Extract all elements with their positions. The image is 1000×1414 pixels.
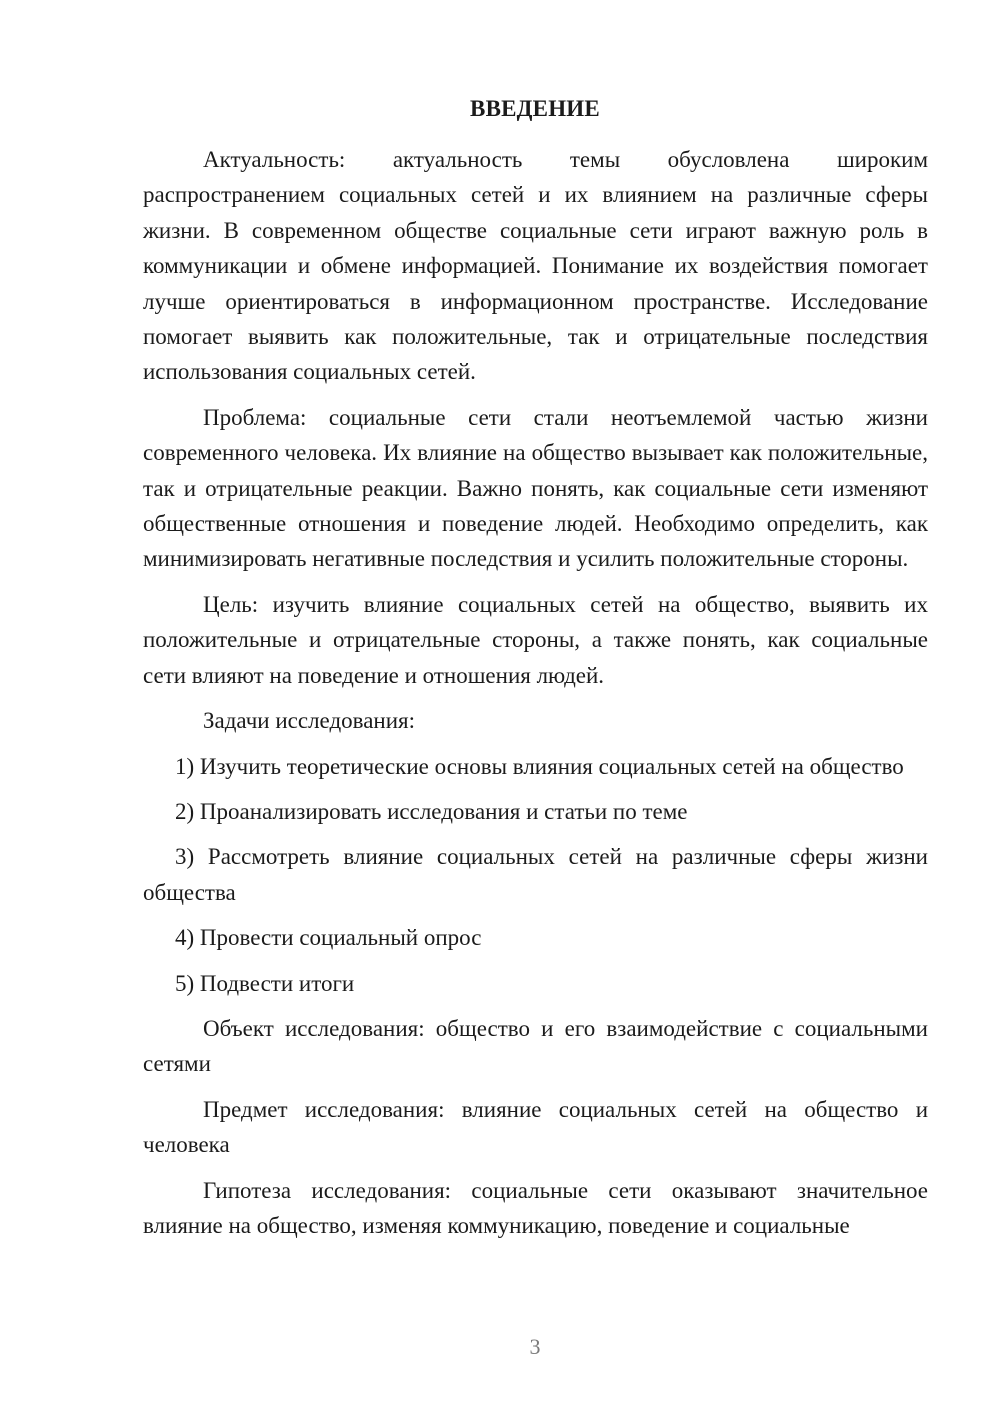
tasks-heading: Задачи исследования:	[203, 708, 416, 734]
page-number: 3	[529, 1334, 541, 1359]
task-item: 3) Рассмотреть влияние социальных сетей на различные сферы жизни общества	[143, 844, 928, 905]
problem-paragraph: Проблема: социальные сети стали неотъемлемой частью жизни современного человека. Их влияние на общество вызывает как положительные, так и отрицательные реакции. Важно понять, как социальные сети изменяют общественные отношения и поведение людей. Необходимо определить, как минимизировать негативные последствия и усилить положительные стороны.	[143, 404, 928, 572]
page-title: ВВЕДЕНИЕ	[470, 96, 600, 121]
document-body	[143, 142, 928, 1243]
task-item: 4) Провести социальный опрос	[175, 925, 482, 951]
task-item: 1) Изучить теоретические основы влияния социальных сетей на общество	[175, 753, 904, 779]
subject-paragraph: Предмет исследования: влияние социальных сетей на общество и человека	[143, 1096, 928, 1158]
task-item: 2) Проанализировать исследования и статьи по теме	[175, 798, 688, 824]
task-item: 5) Подвести итоги	[175, 970, 355, 996]
object-paragraph: Объект исследования: общество и его взаимодействие с социальными сетями	[143, 1015, 928, 1077]
relevance-paragraph: Актуальность: актуальность темы обусловлена широким распространением социальных сетей и их влиянием на различные сферы жизни. В современном обществе социальные сети играют важную роль в коммуникации и обмене информацией. Понимание их воздействия помогает лучше ориентироваться в информационном пространстве. Исследование помогает выявить как положительные, так и отрицательные последствия использования социальных сетей.	[143, 147, 928, 385]
goal-paragraph: Цель: изучить влияние социальных сетей на общество, выявить их положительные и отрицательные стороны, а также понять, как социальные сети влияют на поведение и отношения людей.	[143, 591, 928, 688]
hypothesis-paragraph: Гипотеза исследования: социальные сети оказывают значительное влияние на общество, изменяя коммуникацию, поведение и социальные	[143, 1177, 928, 1238]
